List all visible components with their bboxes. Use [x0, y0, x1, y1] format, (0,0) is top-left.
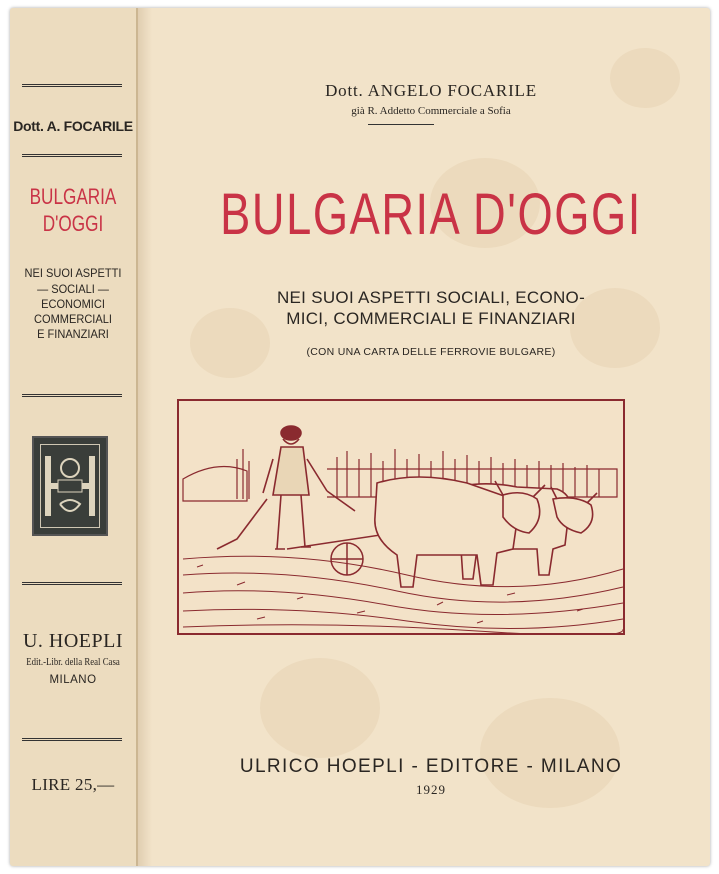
- book-cover-photo: [10, 8, 710, 866]
- spine-rule: [22, 154, 122, 157]
- spine-price: LIRE 25,—: [31, 775, 115, 794]
- spine-city: MILANO: [49, 674, 97, 686]
- book-spine: [10, 8, 138, 866]
- spine-title-line1: BULGARIA: [29, 184, 117, 209]
- spine-rule: [22, 394, 122, 397]
- spine-rule: [22, 582, 122, 585]
- spine-rule: [22, 84, 122, 87]
- cover-title: BULGARIA D'OGGI: [220, 182, 642, 247]
- publisher-emblem: [32, 436, 108, 536]
- spine-subtitle-line3: ECONOMICI: [41, 297, 105, 311]
- stain: [260, 658, 380, 758]
- spine-author: Dott. A. FOCARILE: [13, 118, 133, 134]
- spine-publisher: U. HOEPLI: [22, 630, 124, 652]
- spine-fold-shadow: [136, 8, 152, 866]
- cover-author: Dott. ANGELO FOCARILE: [325, 81, 537, 100]
- cover-year: 1929: [416, 782, 446, 797]
- spine-subtitle-line2: — SOCIALI —: [37, 282, 109, 296]
- spine-title-line2: D'OGGI: [42, 211, 104, 236]
- spine-subtitle-line1: NEI SUOI ASPETTI: [24, 266, 122, 280]
- spine-publisher-line2: Edit.-Libr. della Real Casa: [26, 656, 120, 668]
- spine-rule: [22, 738, 122, 741]
- spine-subtitle-line4: COMMERCIALI: [34, 312, 112, 326]
- ploughing-illustration: [177, 399, 625, 635]
- cover-subtitle-line1: NEI SUOI ASPETTI SOCIALI, ECONO-: [276, 288, 586, 307]
- spine-subtitle-line5: E FINANZIARI: [37, 327, 109, 341]
- author-rule: [368, 124, 434, 125]
- cover-subtitle-line2: MICI, COMMERCIALI E FINANZIARI: [286, 309, 576, 328]
- cover-publisher: ULRICO HOEPLI - EDITORE - MILANO: [239, 756, 623, 777]
- cover-note: (CON UNA CARTA DELLE FERROVIE BULGARE): [306, 346, 556, 358]
- emblem-monogram-icon: [34, 438, 106, 534]
- cover-author-role: già R. Addetto Commerciale a Sofia: [351, 105, 511, 117]
